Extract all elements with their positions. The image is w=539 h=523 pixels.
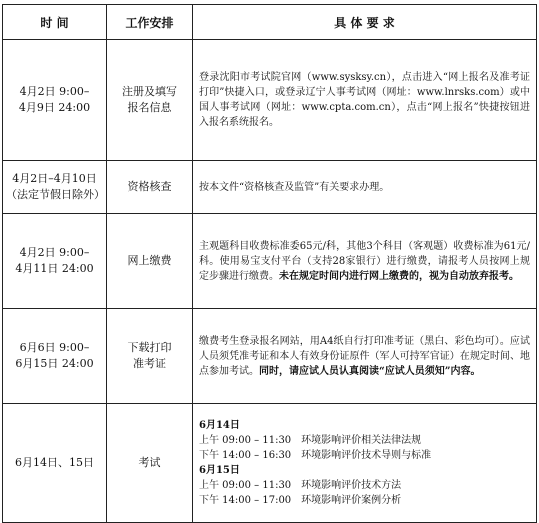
table-row (3, 40, 537, 161)
time-cell (3, 404, 107, 523)
requirement-emphasis: 同时，请应试人员认真阅读“应试人员须知”内容。 (259, 365, 481, 377)
time-line: 4月11日 24:00 (15, 262, 94, 275)
time-line: 6月6日 9:00– (19, 341, 90, 354)
task-cell (107, 161, 193, 214)
table-header-row (3, 5, 537, 40)
exam-session: 下午 14:00 – 16:30 环境影响评价技术导则与标准 (199, 450, 432, 461)
requirement-cell (193, 309, 537, 404)
exam-schedule-cell (193, 404, 537, 523)
time-line: 6月14日、15日 (15, 456, 94, 469)
time-cell (3, 40, 107, 161)
requirement-cell (193, 214, 537, 309)
task-cell (107, 214, 193, 309)
task-line: 注册及填写 (122, 85, 177, 98)
task-line: 网上缴费 (127, 254, 172, 267)
task-line: 资格核查 (127, 180, 172, 193)
time-line: 4月9日 24:00 (18, 101, 91, 114)
table-row (3, 309, 537, 404)
task-line: 报名信息 (127, 101, 172, 114)
table-row (3, 404, 537, 523)
time-line: 4月2日 9:00– (19, 246, 90, 259)
exam-session: 下午 14:00 – 17:00 环境影响评价案例分析 (199, 495, 402, 506)
time-cell (3, 309, 107, 404)
requirement-text: 主观题科目收费标准委65元/科，其他3个科目（客观题）收费标准为61元/科。使用易宝支付平台（支持28家银行）进行缴费，请报考人员按网上规定步骤进行缴费。 (199, 240, 530, 282)
exam-day-label: 6月14日 (199, 420, 240, 431)
requirement-emphasis: 未在规定时间内进行网上缴费的，视为自动放弃报考。 (279, 270, 519, 282)
exam-day-label: 6月15日 (199, 465, 240, 476)
task-line: 考试 (138, 456, 161, 469)
time-cell (3, 214, 107, 309)
task-line: 准考证 (133, 357, 166, 370)
time-line: 4月2日 9:00– (19, 85, 90, 98)
requirement-text: 缴费考生登录报名网站，用A4纸自行打印准考证（黑白、彩色均可）。应试人员须凭准考证和本人有效身份证原件（军人可持军官证）在规定时间、地点参加考试。 (199, 335, 530, 377)
schedule-table (2, 4, 537, 523)
task-line: 下载打印 (127, 341, 172, 354)
task-cell (107, 404, 193, 523)
time-cell (3, 161, 107, 214)
requirement-cell: 登录沈阳市考试院官网（www.sysksy.cn），点击进入“网上报名及准考证打印”快捷入口，或登录辽宁人事考试网（网址：www.lnrsks.com）或中国人事考试网（网址：www.cpta.com.cn），点击“网上报名”快捷按钮进入报名系统报名。 (193, 40, 537, 161)
time-line: 4月2日–4月10日 (12, 172, 97, 185)
task-cell (107, 309, 193, 404)
header-requirements: 具 体 要 求 (193, 5, 537, 40)
table-row (3, 161, 537, 214)
exam-session: 上午 09:00 – 11:30 环境影响评价技术方法 (199, 480, 402, 491)
table-row (3, 214, 537, 309)
header-task: 工作安排 (107, 5, 193, 40)
time-line: 6月15日 24:00 (15, 357, 94, 370)
time-line: （法定节假日除外） (6, 188, 105, 201)
task-cell (107, 40, 193, 161)
header-time: 时 间 (3, 5, 107, 40)
requirement-cell: 按本文件“资格核查及监管”有关要求办理。 (193, 161, 537, 214)
exam-session: 上午 09:00 – 11:30 环境影响评价相关法律法规 (199, 435, 422, 446)
